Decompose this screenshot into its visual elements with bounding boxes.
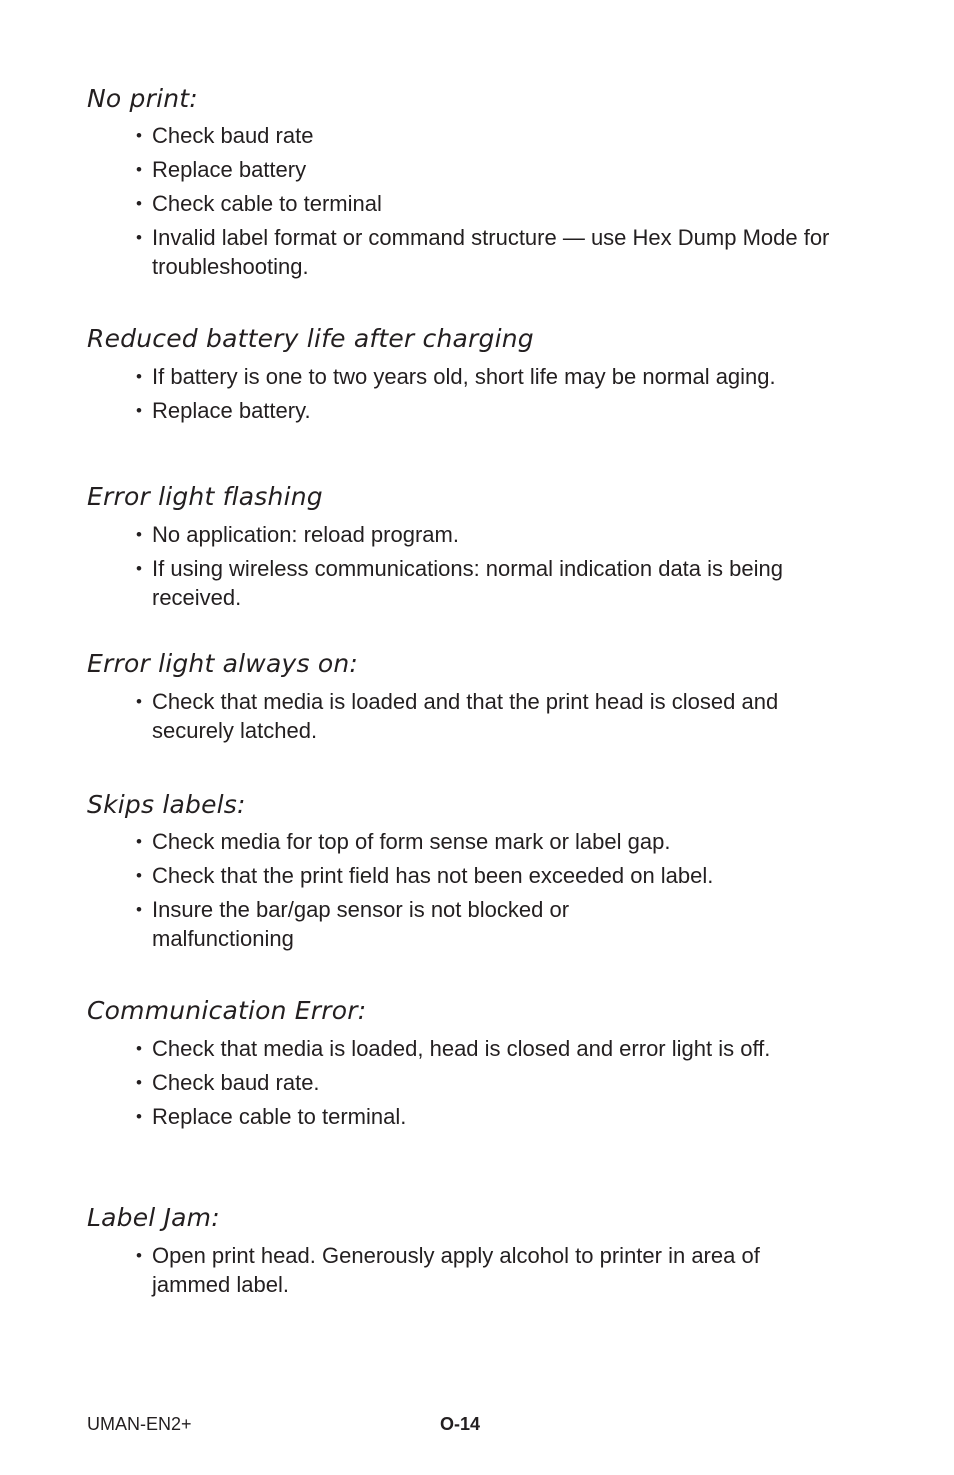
heading-no-print: No print: <box>87 84 198 113</box>
bullet-icon: • <box>136 367 142 386</box>
bullet-icon: • <box>136 126 142 145</box>
list-error-light-always-on <box>135 687 825 750</box>
list-no-print <box>135 121 835 286</box>
list-item: • Invalid label format or command structure — use Hex Dump Mode for troubleshooting. <box>136 225 830 279</box>
bullet-icon: • <box>136 1039 142 1058</box>
bullet-icon: • <box>136 900 142 919</box>
list-error-light-flashing <box>135 520 825 617</box>
list-item: • Check baud rate <box>136 123 314 148</box>
list-label-jam <box>135 1241 835 1304</box>
footer-page-number: O-14 <box>440 1414 481 1434</box>
list-communication-error <box>135 1034 825 1136</box>
bullet-icon: • <box>136 194 142 213</box>
list-item: • Check baud rate. <box>136 1070 320 1095</box>
bullet-icon: • <box>136 1107 142 1126</box>
list-item: • Check cable to terminal <box>136 191 382 216</box>
bullet-icon: • <box>136 832 142 851</box>
list-item: • Replace battery <box>136 157 307 182</box>
list-item: • Replace cable to terminal. <box>136 1104 407 1129</box>
list-item: • Open print head. Generously apply alcohol to printer in area of jammed label. <box>136 1243 760 1297</box>
list-item: • Replace battery. <box>136 398 311 423</box>
heading-error-light-always-on: Error light always on: <box>87 649 358 678</box>
heading-communication-error: Communication Error: <box>87 996 367 1025</box>
bullet-icon: • <box>136 1073 142 1092</box>
bullet-icon: • <box>136 692 142 711</box>
bullet-icon: • <box>136 228 142 247</box>
bullet-icon: • <box>136 525 142 544</box>
list-item: • If using wireless communications: normal indication data is being received. <box>136 556 783 610</box>
list-reduced-battery-life <box>135 362 795 430</box>
heading-reduced-battery-life: Reduced battery life after charging <box>87 324 534 353</box>
list-item: • Check media for top of form sense mark or label gap. <box>136 829 671 854</box>
list-item: • Check that media is loaded, head is closed and error light is off. <box>136 1036 771 1061</box>
list-item: • Check that the print field has not been exceeded on label. <box>136 863 714 888</box>
list-item: • Insure the bar/gap sensor is not blocked or malfunctioning <box>136 897 570 951</box>
bullet-icon: • <box>136 160 142 179</box>
bullet-icon: • <box>136 401 142 420</box>
heading-error-light-flashing: Error light flashing <box>87 482 323 511</box>
list-skips-labels <box>135 827 835 958</box>
list-item: • Check that media is loaded and that the print head is closed and securely latched. <box>136 689 779 743</box>
heading-skips-labels: Skips labels: <box>87 790 246 819</box>
bullet-icon: • <box>136 559 142 578</box>
list-item: • No application: reload program. <box>136 522 459 547</box>
bullet-icon: • <box>136 1246 142 1265</box>
heading-label-jam: Label Jam: <box>87 1203 220 1232</box>
bullet-icon: • <box>136 866 142 885</box>
list-item: • If battery is one to two years old, short life may be normal aging. <box>136 364 776 389</box>
footer-doc-code: UMAN-EN2+ <box>87 1414 192 1434</box>
